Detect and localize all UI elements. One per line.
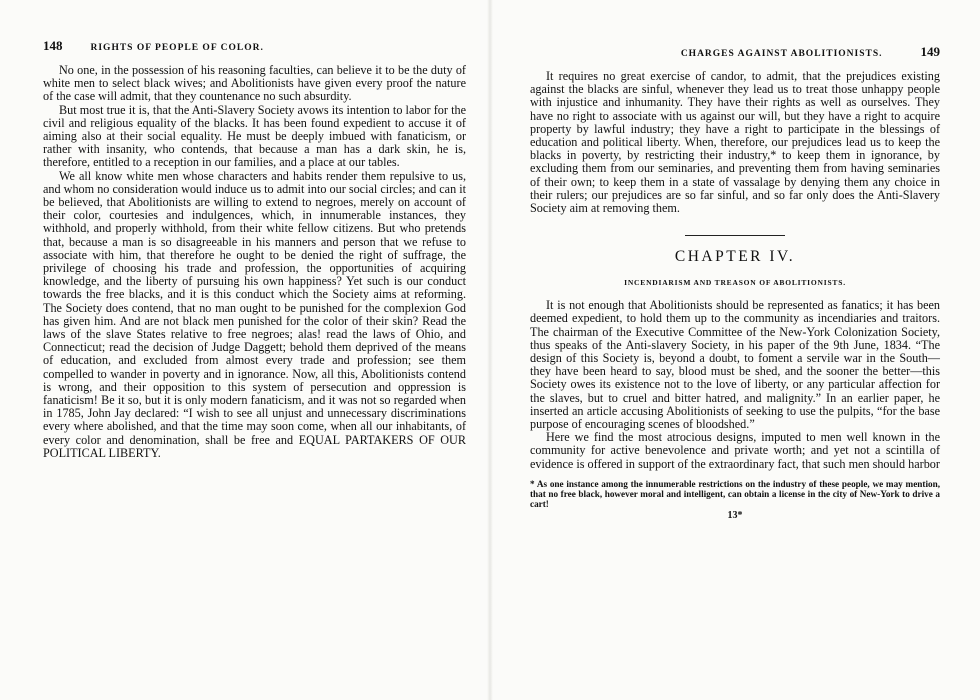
left-running-head: [43, 38, 466, 54]
right-paragraph: Here we find the most atrocious designs, imputed to men well known in the community for active benevolence and private worth; and yet not a scintilla of evidence is offered in support of the extraordinary fact, that such men should harbor: [530, 430, 940, 471]
left-paragraph: We all know white men whose characters and habits render them repulsive to us, and whom no consideration would induce us to admit into our social circles; and can it be believed, that Abolitionists are willing to extend to negroes, merely on account of their color, courtesies and indulgences, which, in innumerable instances, they withhold, and properly withhold, from their white fellow citizens. But who pretends that, because a man is so disagreeable in his manners and person that we refuse to associate with him, that therefore he ought to be denied the right of suffrage, the privilege of choosing his trade and profession, the opportunities of acquiring knowledge, and the liberty of pursuing his own happiness? Yet such is our conduct towards the free blacks, and it is this conduct which the Society aims at reforming. The Society does contend, that no man ought to be punished for the complexion God has given him. And are not black men punished for the color of their skin? Read the laws of the slave States relative to free negroes; alas! read the laws of Ohio, and Connecticut; read the decision of Judge Daggett; behold them deprived of the means of education, and excluded from almost every trade and profession; see them compelled to wander in poverty and in ignorance. Now, all this, Abolitionists contend is wrong, and their opposition to this system of persecution and oppression is fanaticism! Be it so, but it is only modern fanaticism, and it was not so regarded when in 1785, John Jay declared: “I wish to see all unjust and unnecessary discriminations every where abolished, and that the time may soon come, when all our inhabitants, of every color and denomination, shall be free and EQUAL PARTAKERS OF OUR POLITICAL LIBERTY.: [43, 168, 466, 460]
right-page-number: 149: [920, 44, 940, 59]
right-body-text: [530, 70, 940, 215]
chapter-title: CHAPTER IV.: [674, 248, 796, 266]
chapter-subtitle: INCENDIARISM AND TREASON OF ABOLITIONISTS.: [624, 278, 846, 288]
footnote: * As one instance among the innumerable restrictions on the industry of these people, we may mention, that no free black, however moral and intelligent, can obtain a license in the city of New-York to drive a cart!: [530, 478, 940, 509]
right-paragraph: It requires no great exercise of candor, to admit, that the prejudices existing against the blacks are sinful, whenever they lead us to treat those unhappy people with injustice and inhumanity. They have their rights as well as ourselves. They have no right to associate with us against our will, but they have a right to acquire property by lawful industry; they have a right to participate in the blessings of education and political liberty. When, therefore, our prejudices lead us to keep the blacks in poverty, by restricting their industry,* to keep them in ignorance, by excluding them from our seminaries, and preventing them from having seminaries of their own; to keep them in a state of vassalage by denying them any choice in their rulers; our prejudices are so far sinful, and so far only does the Anti-Slavery Society aim at removing them.: [530, 69, 940, 216]
left-paragraph: No one, in the possession of his reasoning faculties, can believe it to be the duty of white men to select black wives; and Abolitionists have given every proof the nature of the case will admit, that they countenance no such absurdity.: [43, 63, 466, 104]
left-body-text: [43, 64, 466, 460]
left-page-number: 148: [43, 38, 63, 53]
signature-mark: 13*: [727, 509, 743, 521]
chapter-divider-rule: [685, 235, 785, 236]
right-running-title: CHARGES AGAINST ABOLITIONISTS.: [680, 49, 883, 59]
right-running-head: [530, 44, 940, 60]
right-paragraph: It is not enough that Abolitionists should be represented as fanatics; it has been deemed expedient, to hold them up to the community as incendiaries and traitors. The chairman of the Executive Committee of the New-York Colonization Society, thus speaks of the Anti-slavery Society, in his paper of the 9th June, 1834. “The design of this Society is, beyond a doubt, to foment a servile war in the South—they have been heard to say, blood must be shed, and the sooner the better—this Society owes its existence not to the love of liberty, or any particular affection for the slaves, but to cruel and bitter hatred, and malignity.” In an earlier paper, he inserted an article accusing Abolitionists of seeking to use the pulpits, “for the base purpose of encouraging scenes of bloodshed.”: [530, 298, 940, 432]
left-paragraph: But most true it is, that the Anti-Slavery Society avows its intention to labor for the civil and religious equality of the blacks. It has been found expedient to accuse it of aiming also at their social equality. He must be deeply imbued with fanaticism, or rather with insanity, who contends, that because a man has a dark skin, he is, therefore, entitled to a reception in our families, and a place at our tables.: [43, 102, 466, 170]
right-page: [490, 0, 980, 700]
left-running-title: RIGHTS OF PEOPLE OF COLOR.: [90, 43, 264, 53]
chapter-body-text: [530, 299, 940, 471]
